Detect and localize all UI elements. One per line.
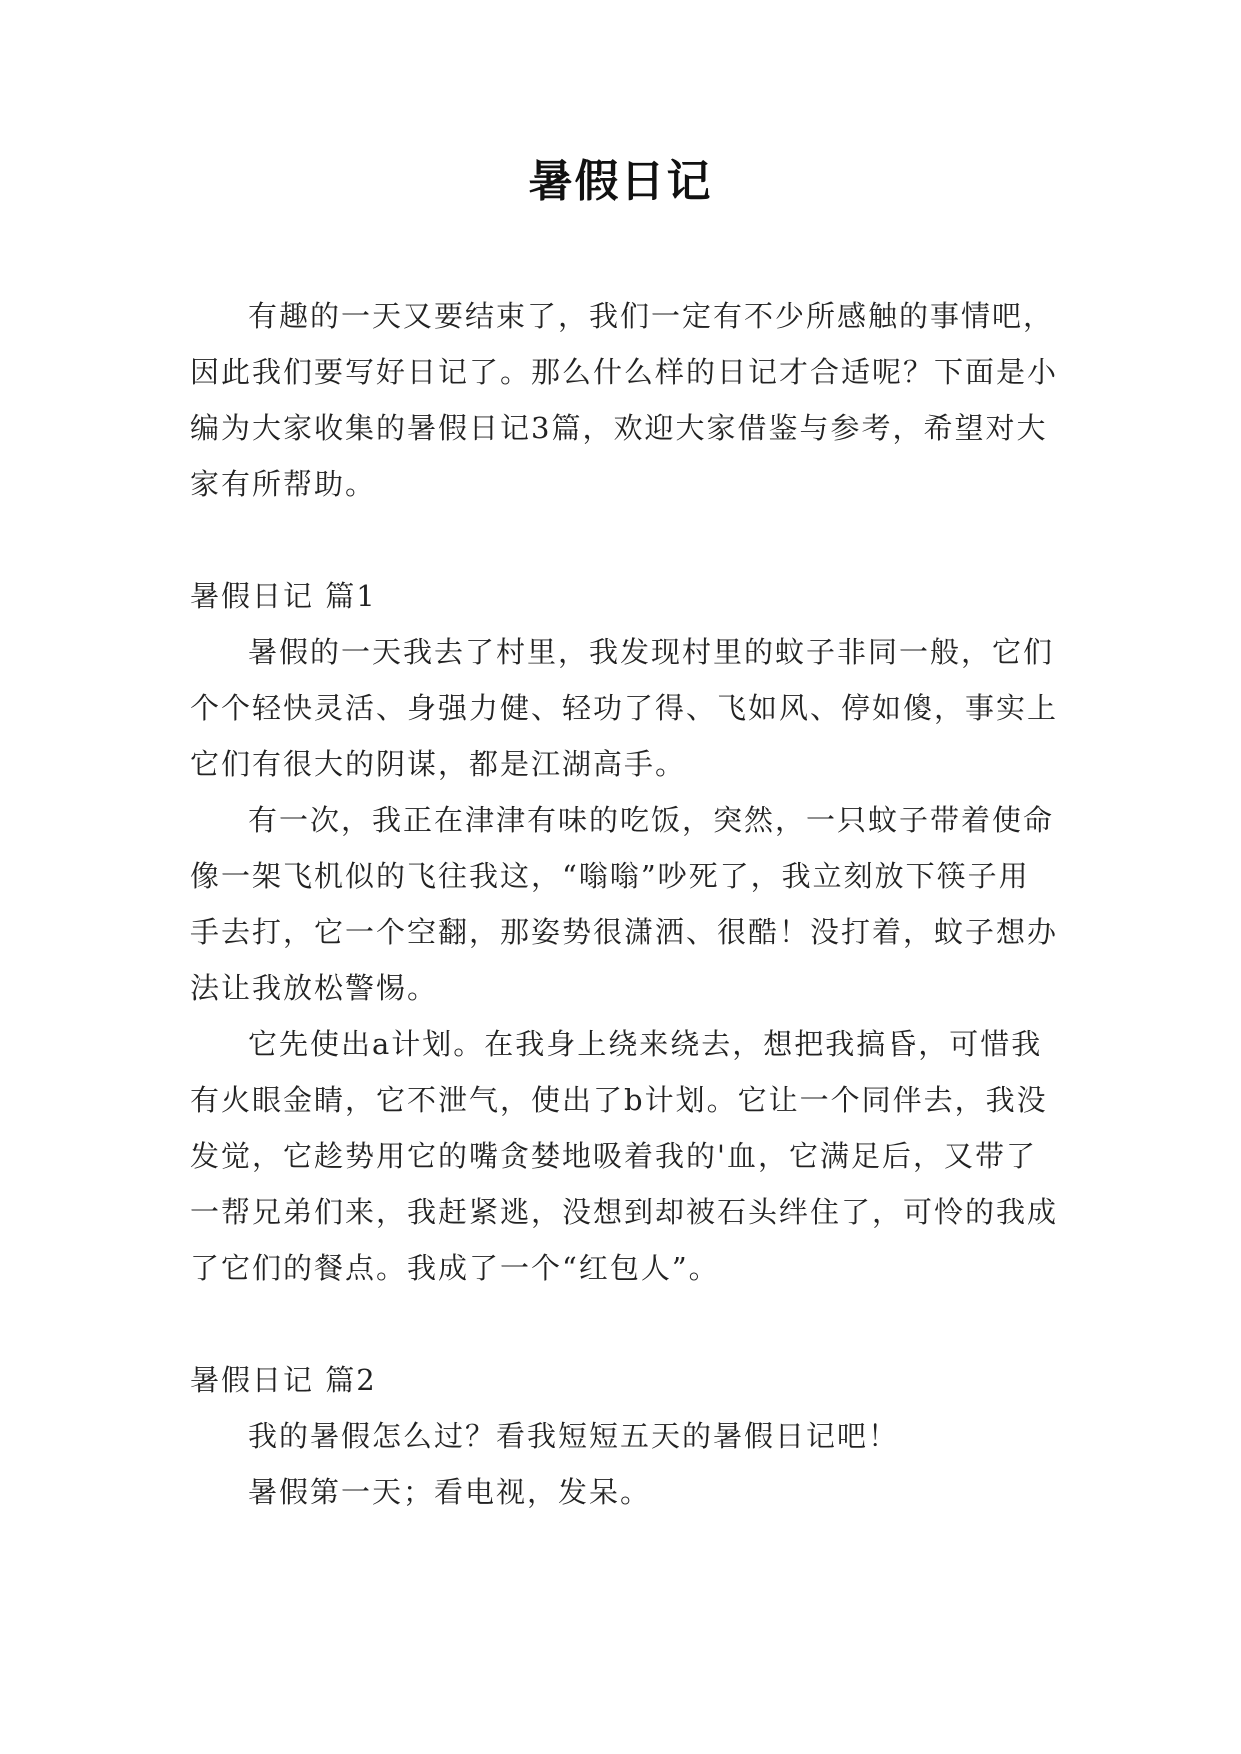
section-1-paragraph-1: 暑假的一天我去了村里，我发现村里的蚊子非同一般，它们个个轻快灵活、身强力健、轻功了得、飞如风、停如傻，事实上它们有很大的阴谋，都是江湖高手。: [190, 635, 1059, 781]
document-body: [190, 288, 1060, 1520]
section-1-paragraph-3: 它先使出a计划。在我身上绕来绕去，想把我搞昏，可惜我有火眼金睛，它不泄气，使出了b计划。它让一个同伴去，我没发觉，它趁势用它的嘴贪婪地吸着我的'血，它满足后，又带了一帮兄弟们来，我赶紧逃，没想到却被石头绊住了，可怜的我成了它们的餐点。我成了一个“红包人”。: [190, 1027, 1059, 1285]
intro-paragraph: 有趣的一天又要结束了，我们一定有不少所感触的事情吧，因此我们要写好日记了。那么什么样的日记才合适呢？下面是小编为大家收集的暑假日记3篇，欢迎大家借鉴与参考，希望对大家有所帮助。: [190, 299, 1059, 501]
section-2-paragraph-2: 暑假第一天；看电视，发呆。: [248, 1475, 652, 1509]
section-heading-1: 暑假日记 篇1: [190, 579, 377, 613]
document-title: 暑假日记: [528, 156, 713, 207]
section-2-paragraph-1: 我的暑假怎么过？看我短短五天的暑假日记吧！: [248, 1419, 900, 1453]
section-gap: [190, 512, 1060, 568]
section-gap: [190, 1296, 1060, 1352]
section-1-paragraph-2: 有一次，我正在津津有味的吃饭，突然，一只蚊子带着使命像一架飞机似的飞往我这，“嗡嗡”吵死了，我立刻放下筷子用手去打，它一个空翻，那姿势很潇洒、很酷！没打着，蚊子想办法让我放松警惕。: [190, 803, 1059, 1005]
section-heading-2: 暑假日记 篇2: [190, 1363, 377, 1397]
